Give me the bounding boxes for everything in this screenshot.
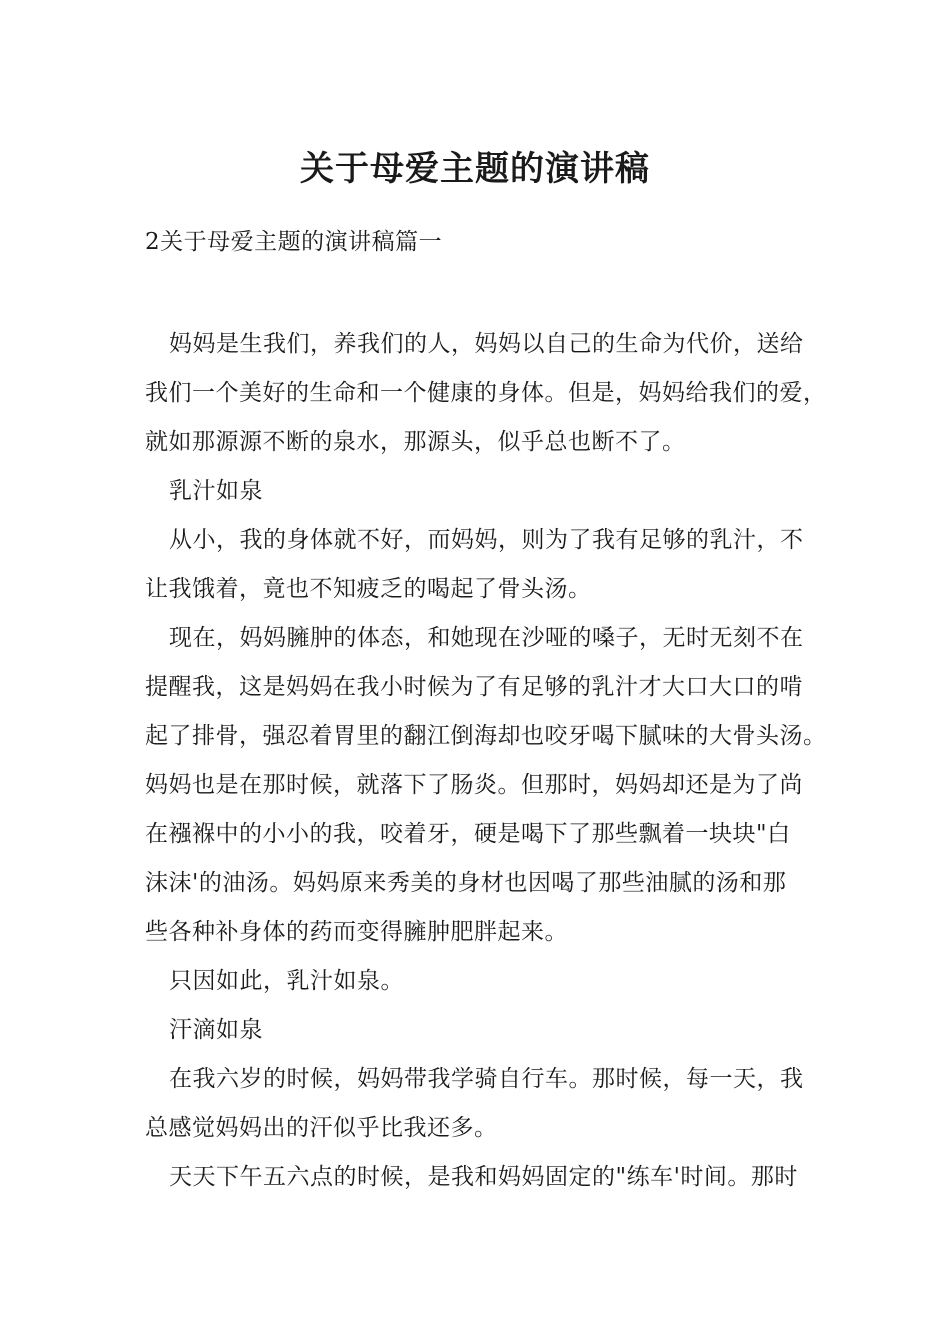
- text-line: 从小，我的身体就不好，而妈妈，则为了我有足够的乳汁，不: [169, 527, 804, 553]
- paragraph: [121, 957, 833, 1006]
- text-line: 妈妈也是在那时候，就落下了肠炎。但那时，妈妈却还是为了尚: [145, 772, 803, 798]
- text-line: 在襁褓中的小小的我，咬着牙，硬是喝下了那些飘着一块块"白: [145, 821, 791, 847]
- text-line: 让我饿着，竟也不知疲乏的喝起了骨头汤。: [145, 576, 592, 602]
- paragraph: [121, 516, 833, 614]
- text-line: 些各种补身体的药而变得臃肿肥胖起来。: [145, 919, 568, 945]
- text-line: 妈妈是生我们，养我们的人，妈妈以自己的生命为代价，送给: [169, 331, 804, 357]
- section-heading: [121, 467, 833, 516]
- text-line: 只因如此，乳汁如泉。: [169, 968, 404, 994]
- text-line: 沫沫'的油汤。妈妈原来秀美的身材也因喝了那些油腻的汤和那: [145, 870, 787, 896]
- text-line: 就如那源源不断的泉水，那源头，似乎总也断不了。: [145, 429, 686, 455]
- text-line: 提醒我，这是妈妈在我小时候为了有足够的乳汁才大口大口的啃: [145, 674, 803, 700]
- text-line: 现在，妈妈臃肿的体态，和她现在沙哑的嗓子，无时无刻不在: [169, 625, 804, 651]
- text-line: 我们一个美好的生命和一个健康的身体。但是，妈妈给我们的爱，: [145, 380, 827, 406]
- text-line: 乳汁如泉: [169, 478, 263, 504]
- text-line: 在我六岁的时候，妈妈带我学骑自行车。那时候，每一天，我: [169, 1066, 804, 1092]
- section-heading: [121, 1006, 833, 1055]
- text-line: 天天下午五六点的时候，是我和妈妈固定的"练车'时间。那时: [169, 1164, 798, 1190]
- paragraph: [121, 1055, 833, 1153]
- text-line: 汗滴如泉: [169, 1017, 263, 1043]
- paragraph: [121, 320, 833, 467]
- document-subtitle: 2关于母爱主题的演讲稿篇一: [145, 229, 443, 255]
- document-body: [121, 320, 833, 1202]
- text-line: 总感觉妈妈出的汗似乎比我还多。: [145, 1115, 498, 1141]
- paragraph: [121, 1153, 833, 1202]
- paragraph: [121, 614, 833, 957]
- document-title: 关于母爱主题的演讲稿: [300, 149, 650, 189]
- text-line: 起了排骨，强忍着胃里的翻江倒海却也咬牙喝下腻味的大骨头汤。: [145, 723, 827, 749]
